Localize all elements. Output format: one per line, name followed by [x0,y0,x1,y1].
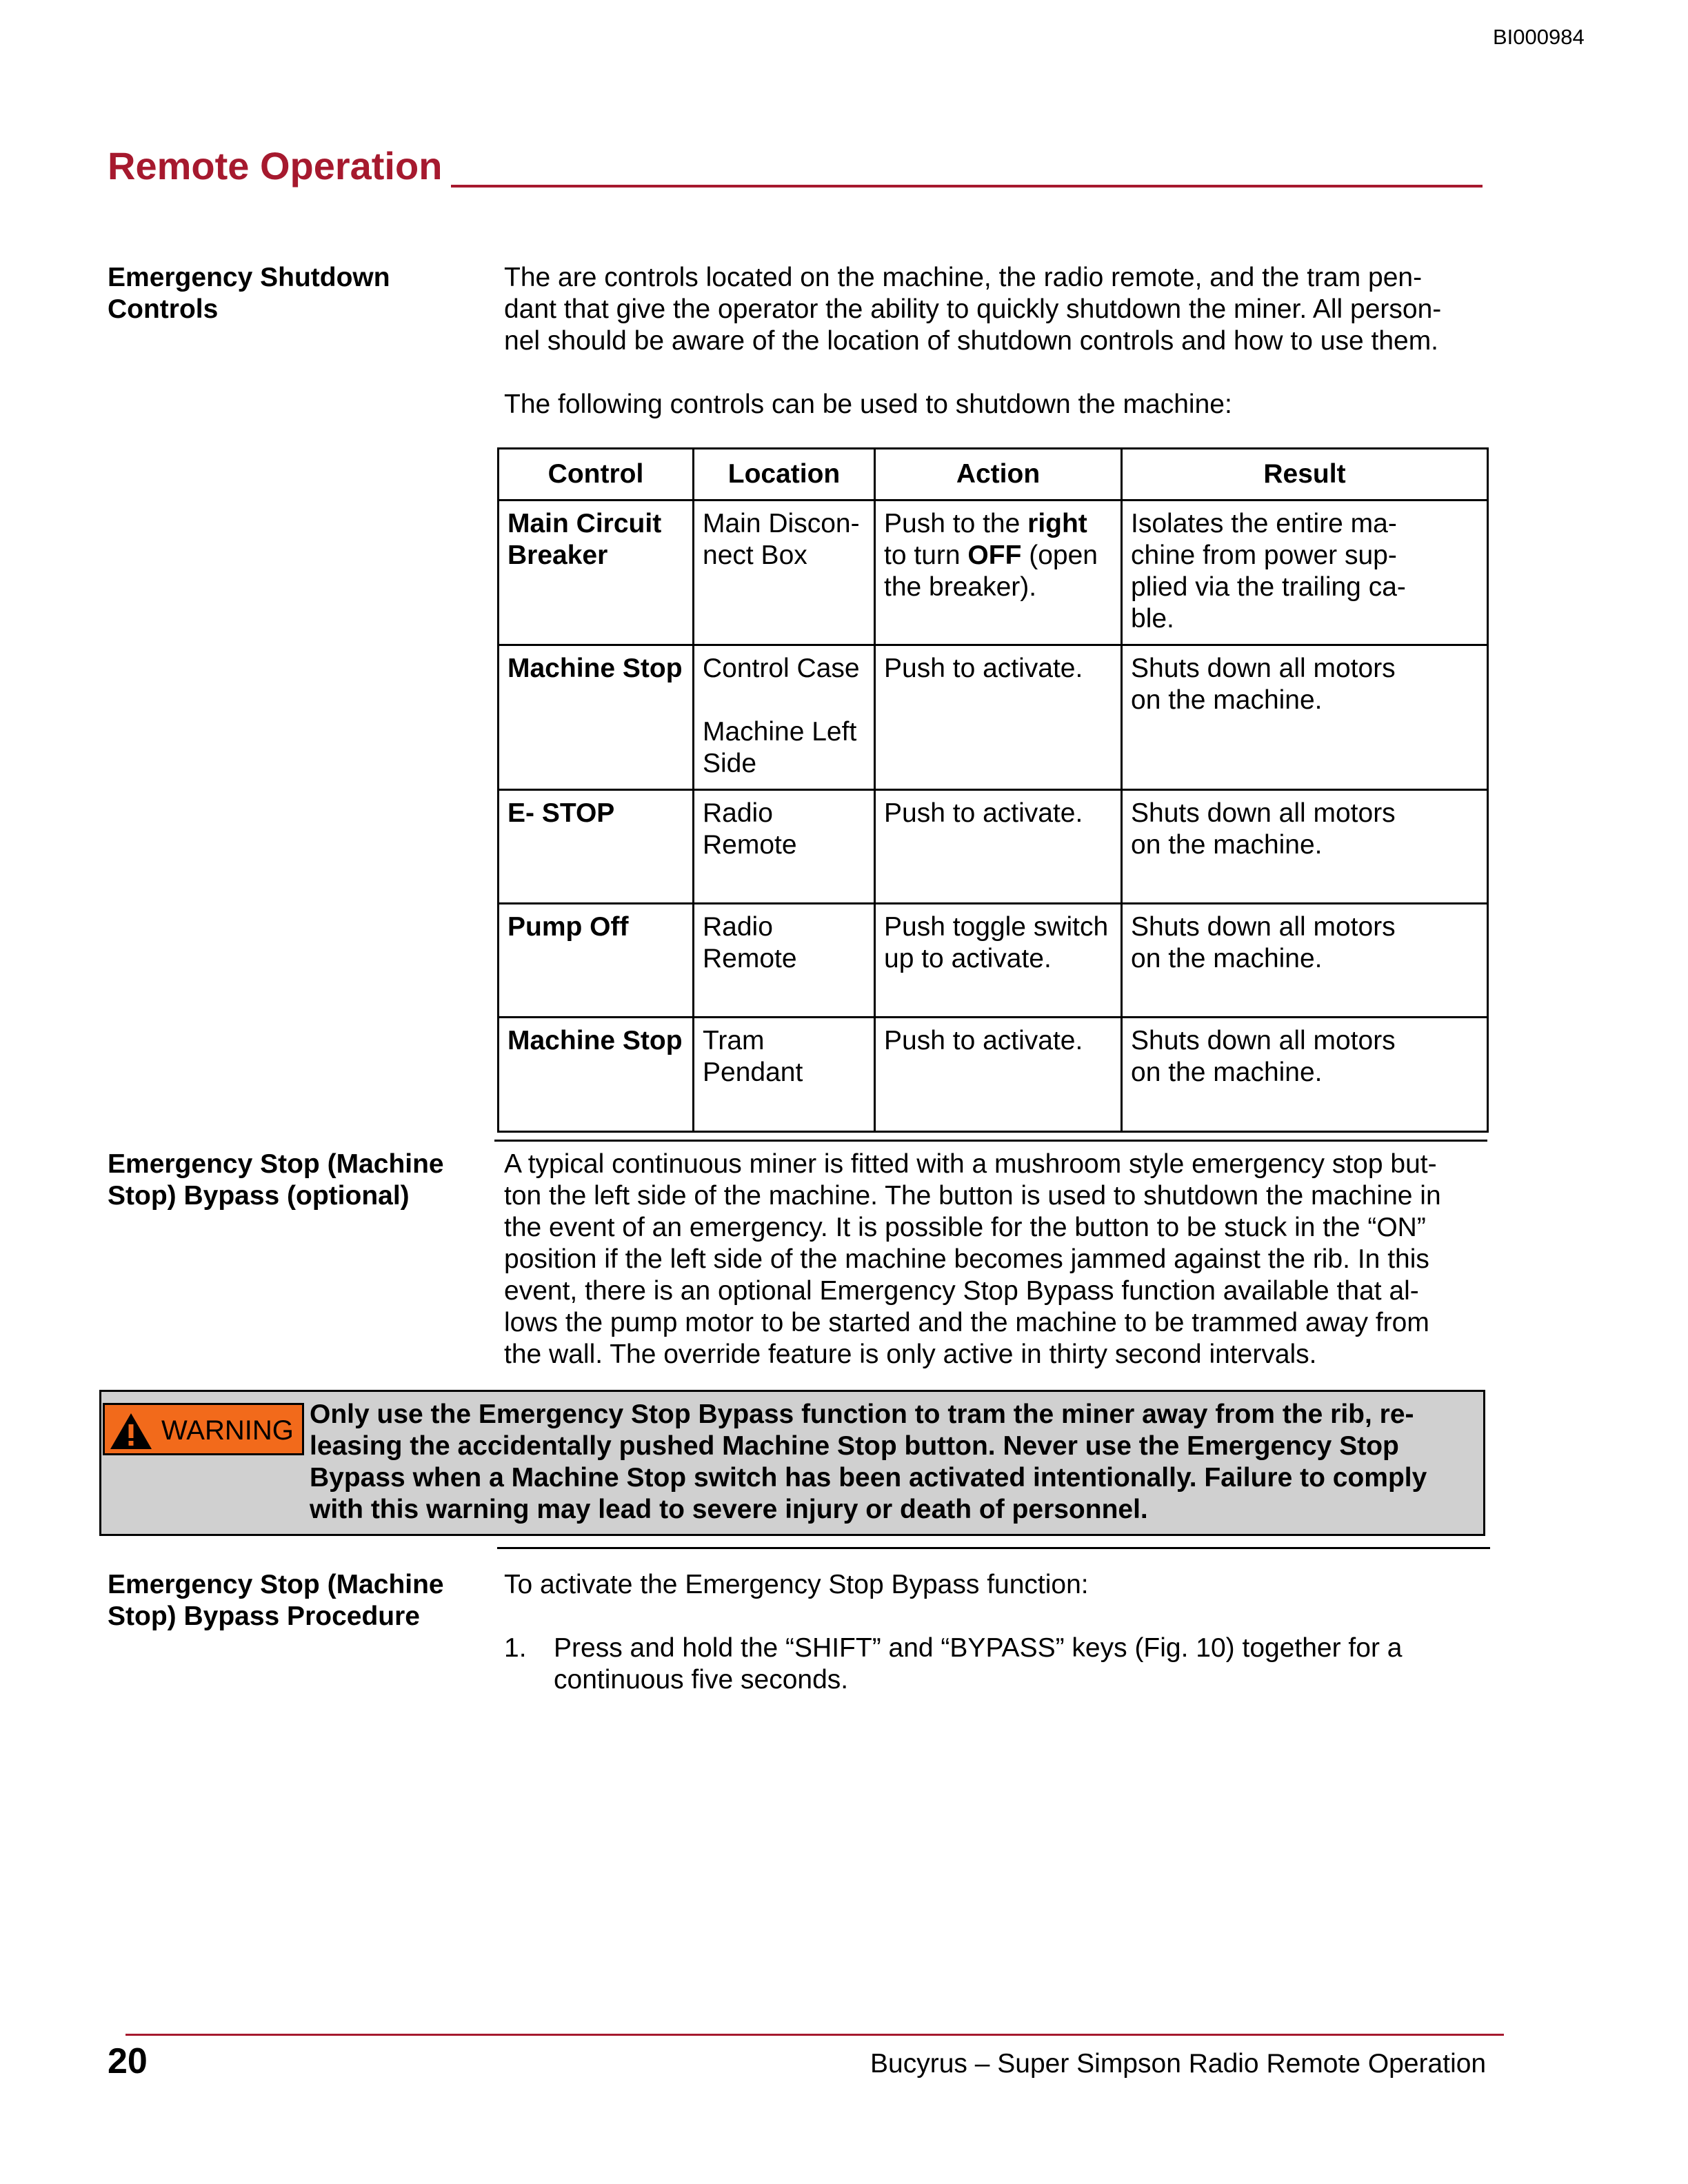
cell-line: on the machine. [1131,830,1323,860]
warning-text [310,1399,1475,1526]
table-row [499,790,1488,904]
step-text [554,1632,1471,1696]
cell-line: on the machine. [1131,685,1323,715]
cell-line: Push to activate. [884,798,1083,828]
cell-action [875,904,1122,1018]
text-line: ton the left side of the machine. The button is used to shutdown the machine in [504,1181,1441,1211]
text-line: with this warning may lead to severe injury or death of personnel. [310,1495,1148,1524]
cell-line: Push to activate. [884,1026,1083,1055]
cell-control [499,790,694,904]
cell-line: Machine Stop [508,1026,683,1055]
cell-line: E- STOP [508,798,615,828]
cell-line: Radio Remote [703,912,797,973]
cell-action [875,501,1122,645]
text-line: position if the left side of the machine becomes jammed against the rib. In this [504,1244,1429,1274]
cell-control [499,645,694,790]
cell-line: Shuts down all motors [1131,798,1396,828]
page-number: 20 [108,2041,148,2081]
text-line: leasing the accidentally pushed Machine Stop button. Never use the Emergency Stop [310,1431,1399,1461]
text-line: the wall. The override feature is only active in thirty second intervals. [504,1339,1317,1369]
cell-action [875,1018,1122,1132]
page-title: Remote Operation [108,144,443,188]
cell-result [1122,1018,1488,1132]
cell-spacer [703,685,865,716]
text-line: the event of an emergency. It is possible for the button to be stuck in the “ON” [504,1213,1426,1242]
cell-line: Tram Pendant [703,1026,803,1087]
text-line: Press and hold the “SHIFT” and “BYPASS” keys (Fig. 10) together for a [554,1633,1403,1663]
cell-action [875,790,1122,904]
column-header-result: Result [1122,449,1488,501]
heading-line: Emergency Stop (Machine [108,1149,444,1179]
cell-result [1122,645,1488,790]
cell-line: Control Case [703,654,860,683]
cell-line: Pump Off [508,912,629,942]
cell-location [694,904,875,1018]
cell-line: Shuts down all motors [1131,654,1396,683]
warning-triangle-icon [109,1412,153,1450]
section-divider [494,1140,1487,1142]
procedure-intro: To activate the Emergency Stop Bypass function: [504,1570,1089,1599]
text-line: Bypass when a Machine Stop switch has been activated intentionally. Failure to comply [310,1463,1427,1493]
heading-line: Emergency Stop (Machine [108,1570,444,1599]
text-line: dant that give the operator the ability to quickly shutdown the miner. All person- [504,294,1442,324]
warning-box [99,1390,1485,1536]
footer-document-title: Bucyrus – Super Simpson Radio Remote Operation [870,2049,1487,2079]
column-header-location: Location [694,449,875,501]
warning-label: WARNING [161,1415,294,1446]
text-line: event, there is an optional Emergency Stop Bypass function available that al- [504,1276,1419,1306]
cell-action [875,645,1122,790]
cell-line: Push toggle switch [884,912,1109,942]
text-run-bold: OFF [967,540,1022,570]
text-run-bold: right [1027,509,1087,538]
title-underline [451,185,1483,188]
text-line: Only use the Emergency Stop Bypass function to tram the miner away from the rib, re- [310,1399,1414,1429]
heading-line: Controls [108,294,219,324]
section-divider [497,1547,1490,1549]
cell-line: Main Discon- [703,509,860,538]
section-heading-bypass-optional [108,1149,466,1212]
text-run: to turn [884,540,968,570]
cell-location [694,790,875,904]
cell-line: up to activate. [884,944,1052,973]
bypass-description-paragraph [504,1149,1441,1371]
cell-line: chine from power sup- [1131,540,1397,570]
cell-line: Main Circuit [508,509,662,538]
shutdown-controls-table [497,447,1489,1133]
section-heading-bypass-procedure [108,1569,466,1632]
cell-line: Machine Stop [508,654,683,683]
cell-result [1122,904,1488,1018]
cell-line: nect Box [703,540,807,570]
text-line: continuous five seconds. [554,1665,849,1695]
footer-rule [125,2034,1504,2036]
cell-result [1122,501,1488,645]
cell-line: Machine Left [703,717,857,747]
table-header-row [499,449,1488,501]
heading-line: Stop) Bypass (optional) [108,1181,410,1211]
heading-line: Emergency Shutdown [108,263,390,292]
cell-line: ble. [1131,604,1174,634]
step-number: 1. [504,1633,527,1663]
text-line: The are controls located on the machine, the radio remote, and the tram pen- [504,263,1423,292]
cell-location [694,1018,875,1132]
page-title-row [108,143,1484,192]
cell-location [694,645,875,790]
heading-line: Stop) Bypass Procedure [108,1601,420,1631]
cell-line: Isolates the entire ma- [1131,509,1397,538]
table-row [499,501,1488,645]
column-header-action: Action [875,449,1122,501]
table-row [499,645,1488,790]
cell-line: plied via the trailing ca- [1131,572,1406,602]
intro-paragraph [504,262,1441,357]
text-line: lows the pump motor to be started and the machine to be trammed away from [504,1308,1429,1337]
table-row [499,1018,1488,1132]
cell-line: Shuts down all motors [1131,1026,1396,1055]
cell-control [499,501,694,645]
text-line: nel should be aware of the location of shutdown controls and how to use them. [504,326,1439,356]
text-run: Push to the [884,509,1028,538]
cell-line: Push to activate. [884,654,1083,683]
warning-badge [103,1403,304,1455]
cell-location [694,501,875,645]
cell-line: on the machine. [1131,1058,1323,1087]
cell-line: Breaker [508,540,608,570]
cell-line: Side [703,749,757,778]
cell-line: on the machine. [1131,944,1323,973]
cell-line: Shuts down all motors [1131,912,1396,942]
table-intro-text: The following controls can be used to shutdown the machine: [504,390,1232,419]
section-heading-emergency-shutdown [108,262,466,325]
table-row [499,904,1488,1018]
cell-result [1122,790,1488,904]
cell-control [499,904,694,1018]
text-line: A typical continuous miner is fitted with a mushroom style emergency stop but- [504,1149,1437,1179]
column-header-control: Control [499,449,694,501]
cell-line: Radio Remote [703,798,797,860]
text-run: (open the breaker). [884,540,1098,602]
cell-control [499,1018,694,1132]
document-id: BI000984 [1493,25,1585,49]
